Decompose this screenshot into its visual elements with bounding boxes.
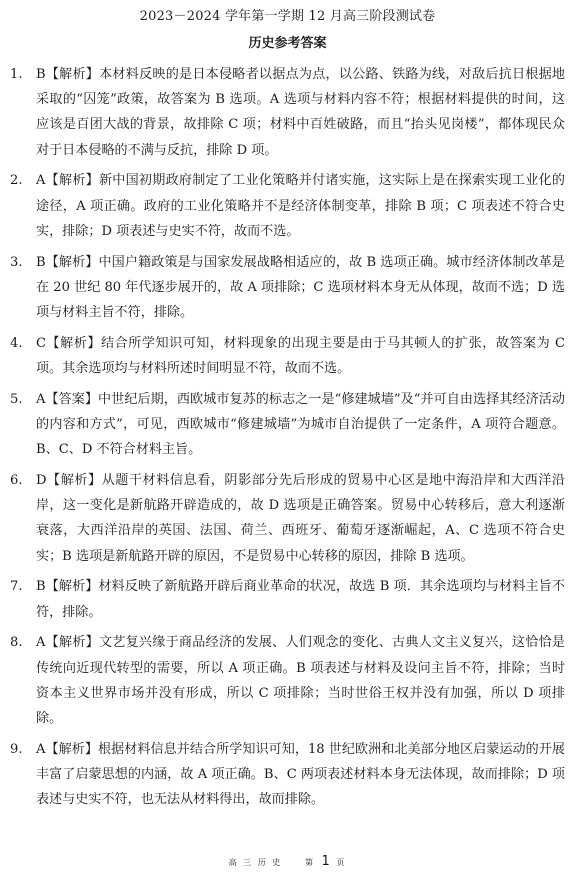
- answer-number: 4.: [10, 335, 23, 351]
- answer-text: A【解析】文艺复兴缘于商品经济的发展、人们观念的变化、古典人文主义复兴，这恰恰是传统向近现代转型的需要，所以 A 项正确。B 项表述与材料及设问主旨不符，排除；当时资本主义世界市场并没有形成，所以 C 项排除；当时世俗王权并没有加强，所以 D 项排除。: [36, 635, 565, 727]
- answer-number: 1.: [10, 67, 23, 82]
- answer-number: 3.: [10, 254, 23, 270]
- answer-item-6: [10, 468, 565, 569]
- answer-text: A【解析】新中国初期政府制定了工业化策略并付诸实施，这实际上是在探索实现工业化的途径，A 项正确。政府的工业化策略并不是经济体制变革，排除 B 项；C 项表述不符合史实，排除；D 项表述与史实不符，故而不选。: [36, 173, 565, 239]
- answer-item-5: [10, 387, 565, 463]
- answer-item-3: [10, 250, 565, 326]
- answer-number: 8.: [10, 635, 23, 651]
- answer-text: B【解析】本材料反映的是日本侵略者以据点为点，以公路、铁路为线，对敌后抗日根据地采取的“囚笼”政策，故答案为 B 选项。A 选项与材料内容不符；根据材料提供的时间，这应该是百团大战的背景，故排除 C 项；材料中百姓破路，而且“抬头见岗楼”，都体现民众对于日本侵略的不满与反抗，排除 D 项。: [36, 67, 565, 158]
- footer-page-prefix: 第: [304, 858, 315, 867]
- answer-text: D【解析】从题干材料信息看，阴影部分先后形成的贸易中心区是地中海沿岸和大西洋沿岸，这一变化是新航路开辟造成的，故 D 选项是正确答案。贸易中心转移后，意大利逐渐衰落，大西洋沿岸的英国、法国、荷兰、西班牙、葡萄牙逐渐崛起，A、C 选项不符合史实；B 选项是新航路开辟的原因，不是贸易中心转移的原因，排除 B 选项。: [36, 473, 565, 564]
- document-subtitle: 历史参考答案: [248, 36, 327, 51]
- document-title: 2023－2024 学年第一学期 12 月高三阶段测试卷: [139, 9, 436, 24]
- answer-list: [10, 62, 565, 818]
- answer-number: 7.: [10, 579, 23, 595]
- answer-item-4: [10, 331, 565, 381]
- answer-item-9: [10, 737, 565, 813]
- answer-text: A【解析】根据材料信息并结合所学知识可知，18 世纪欧洲和北美部分地区启蒙运动的开展丰富了启蒙思想的内涵，故 A 项正确。B、C 两项表述材料本身无法体现，故而排除；D 项表述与史实不符，也无法从材料得出，故而排除。: [36, 741, 565, 808]
- answer-number: 6.: [10, 473, 23, 489]
- answer-number: 5.: [10, 391, 23, 407]
- answer-text: B【解析】材料反映了新航路开辟后商业革命的状况，故选 B 项．其余选项均与材料主旨不符，排除。: [36, 579, 565, 620]
- footer-page-suffix: 页: [336, 858, 347, 867]
- answer-number: 2.: [10, 173, 23, 189]
- answer-text: C【解析】结合所学知识可知，材料现象的出现主要是由于马其顿人的扩张，故答案为 C 项。其余选项均与材料所述时间明显不符，故而不选。: [36, 335, 565, 377]
- answer-text: B【解析】中国户籍政策是与国家发展战略相适应的，故 B 选项正确。城市经济体制改革是在 20 世纪 80 年代逐步展开的，故 A 项排除；C 选项材料本身无从体现，故而不选；D 选项与材料主旨不符，排除。: [36, 254, 565, 321]
- answer-number: 9.: [10, 741, 23, 757]
- page-footer: [0, 855, 575, 870]
- answer-item-8: [10, 630, 565, 731]
- answer-item-2: [10, 168, 565, 244]
- footer-subject: 高 三 历 史: [228, 858, 283, 867]
- answer-text: A【答案】中世纪后期，西欧城市复苏的标志之一是“修建城墙”及“并可自由选择其经济活动的内容和方式”，可见，西欧城市“修建城墙”为城市自治提供了一定条件，A 项符合题意。B、C、D 不符合材料主旨。: [36, 391, 565, 458]
- footer-page-number: 1: [321, 854, 330, 869]
- answer-item-1: [10, 62, 565, 163]
- answer-item-7: [10, 574, 565, 624]
